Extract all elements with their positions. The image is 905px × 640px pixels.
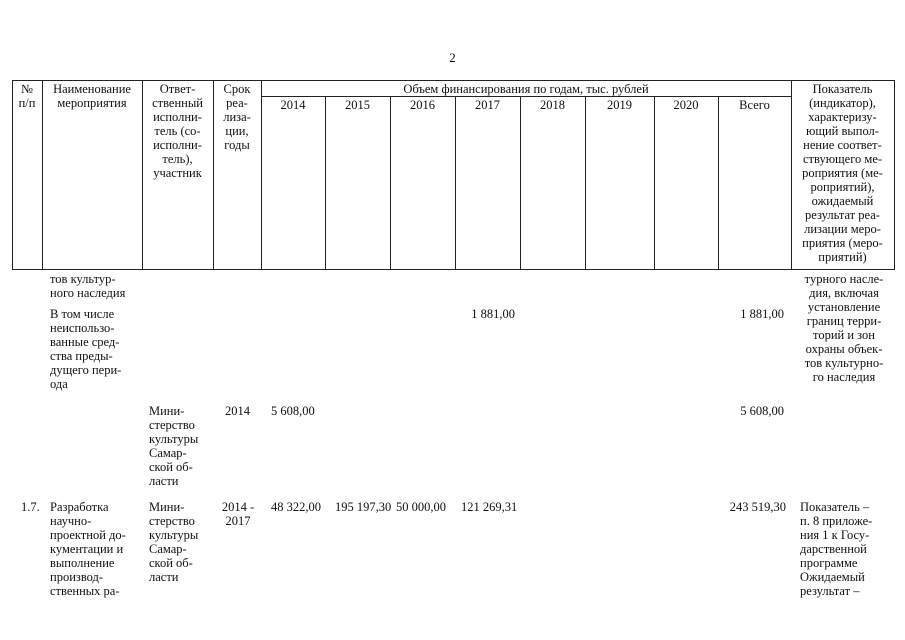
year-line-2019 xyxy=(585,96,586,270)
header-year-2020: 2020 xyxy=(673,98,699,112)
year-line-total xyxy=(718,96,719,270)
header-indicator: Показатель (индикатор), характеризу- ющий выпол- нение соответ- ствующего ме- роприятия (ме- роприятий), ожидаемый результат реа- лизации меро- приятия (меро- приятий) xyxy=(802,82,883,264)
row-17-value-2016: 50 000,00 xyxy=(396,500,446,514)
page-number: 2 xyxy=(449,50,456,65)
row-17-name: Разработка научно- проектной до- кументации и выполнение производ- ственных ра- xyxy=(50,500,126,598)
row-17-value-total: 243 519,30 xyxy=(729,500,786,514)
row-b-value-2014: 5 608,00 xyxy=(271,404,315,418)
header-year-2018: 2018 xyxy=(540,98,565,112)
header-term: Срок реа- лиза- ции, годы xyxy=(223,82,251,152)
year-line-2017 xyxy=(455,96,456,270)
row-b-value-total: 5 608,00 xyxy=(740,404,784,418)
header-year-divider xyxy=(261,96,791,97)
col-line-6 xyxy=(894,80,895,270)
header-year-2016: 2016 xyxy=(410,98,435,112)
header-num: № п/п xyxy=(18,82,36,110)
header-year-2015: 2015 xyxy=(345,98,370,112)
row-b-executor: Мини- стерство культуры Самар- ской об- ласти xyxy=(149,404,199,488)
header-year-total: Всего xyxy=(739,98,770,112)
row-17-term: 2014 - 2017 xyxy=(221,500,255,528)
row-17-value-2017: 121 269,31 xyxy=(461,500,518,514)
header-year-2019: 2019 xyxy=(607,98,632,112)
cont-name: тов культур- ного наследия xyxy=(50,272,126,300)
cont-indicator: турного насле- дия, включая установление границ терри- торий и зон охраны объек- тов культурно- го наследия xyxy=(804,272,884,384)
row-17-indicator: Показатель – п. 8 приложе- ния 1 к Госу- дарственной программе Ожидаемый результат – xyxy=(800,500,873,598)
sub-value-2017: 1 881,00 xyxy=(471,307,515,321)
header-year-2014: 2014 xyxy=(280,98,306,112)
header-executor: Ответ- ственный исполни- тель (со- исполни- тель), участник xyxy=(152,82,203,180)
year-line-2015 xyxy=(325,96,326,270)
header-bottom-border xyxy=(12,269,894,270)
sub-value-total: 1 881,00 xyxy=(740,307,784,321)
header-funding: Объем финансирования по годам, тыс. рублей xyxy=(403,82,649,96)
year-line-2020 xyxy=(654,96,655,270)
row-b-term: 2014 xyxy=(225,404,250,418)
row-17-num: 1.7. xyxy=(21,500,40,514)
header-top-border xyxy=(12,80,894,81)
header-name: Наименование мероприятия xyxy=(53,82,131,110)
sub-name: В том числе неиспользо- ванные сред- ства преды- дущего пери- ода xyxy=(50,307,122,391)
row-17-value-2014: 48 322,00 xyxy=(271,500,321,514)
year-line-2016 xyxy=(390,96,391,270)
row-17-executor: Мини- стерство культуры Самар- ской об- ласти xyxy=(149,500,199,584)
row-17-value-2015: 195 197,30 xyxy=(335,500,392,514)
year-line-2018 xyxy=(520,96,521,270)
header-year-2017: 2017 xyxy=(475,98,500,112)
